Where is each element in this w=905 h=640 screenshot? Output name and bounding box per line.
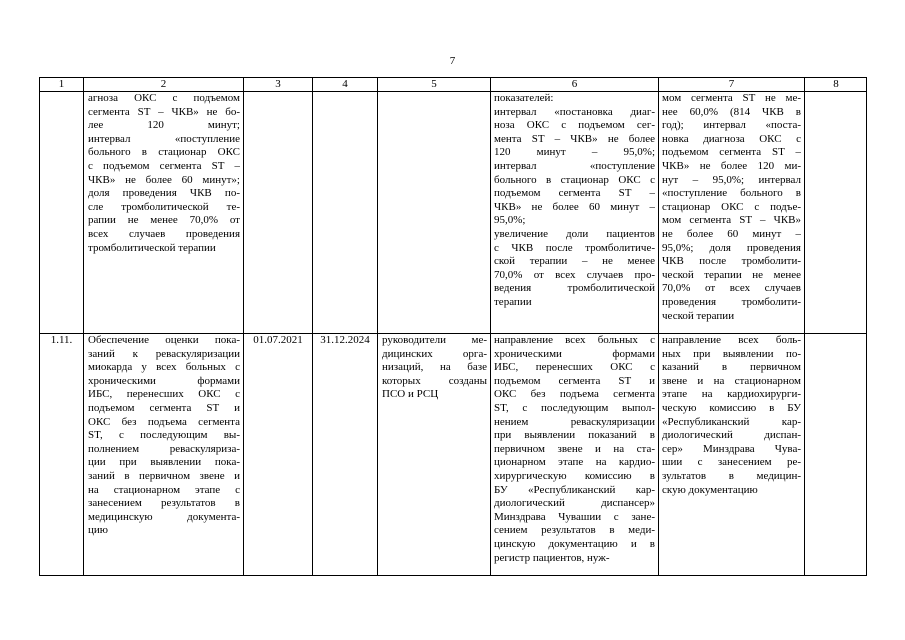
header-col-8: 8	[833, 78, 839, 90]
row-a-col2	[88, 92, 240, 255]
col-divider	[490, 77, 491, 576]
text-line: ческой терапии	[662, 309, 735, 322]
text-line: ST, с последующим выпол-	[494, 401, 655, 414]
text-line: увеличение доли пациентов	[494, 227, 655, 240]
col-divider	[804, 77, 805, 576]
text-line: год); интервал «поста-	[662, 119, 801, 132]
text-line: агноза ОКС с подъемом	[88, 92, 240, 104]
text-line: низаций, на базе	[382, 361, 487, 374]
text-line: хирургическую комиссию в	[494, 469, 655, 482]
text-line: ноза ОКС с подъемом сег-	[494, 119, 655, 132]
text-line: нут – 95,0%; интервал	[662, 173, 801, 186]
text-line: скую документацию	[662, 483, 758, 496]
row-b-end-date: 31.12.2024	[320, 334, 370, 346]
text-line: «Республиканский кар-	[662, 415, 801, 428]
text-line: не более 60 минут –	[662, 227, 801, 240]
text-line: руководители ме-	[382, 334, 487, 346]
row-b-col2	[88, 334, 240, 538]
text-line: Обеспечение оценки пока-	[88, 334, 240, 346]
header-col-6: 6	[571, 78, 578, 90]
row-a-col7	[662, 92, 801, 323]
text-line: звене и на стационарном	[662, 374, 801, 387]
text-line: сегмента ST – ЧКВ» не бо-	[88, 105, 240, 118]
col-divider	[312, 77, 313, 576]
row-b-number: 1.11.	[50, 334, 73, 346]
header-col-7: 7	[728, 78, 735, 90]
text-line: диологический диспансер»	[494, 497, 655, 510]
col-divider	[243, 77, 244, 576]
text-line: при выявлении показаний в	[494, 429, 655, 442]
text-line: 70,0% от всех случаев	[662, 282, 801, 295]
text-line: больного в стационар ОКС с	[494, 173, 655, 186]
text-line: ционарном этапе на кардио-	[494, 456, 655, 469]
text-line: диологический диспан-	[662, 429, 801, 442]
text-line: цинскую документацию и в	[494, 537, 655, 550]
text-line: казаний в первичном	[662, 361, 801, 374]
text-line: мента ST – ЧКВ» не более	[494, 132, 655, 145]
text-line: Минздрава Чувашии с зане-	[494, 510, 655, 523]
text-line: медицинскую документа-	[88, 510, 240, 523]
text-line: стационар ОКС с подъе-	[662, 200, 801, 213]
text-line: лее 120 минут;	[88, 119, 240, 132]
text-line: ST, с последующим вы-	[88, 429, 240, 442]
text-line: дицинских орга-	[382, 347, 487, 360]
text-line: рапии не менее 70,0% от	[88, 214, 240, 227]
header-col-3: 3	[275, 78, 281, 90]
text-line: шии с занесением ре-	[662, 456, 801, 469]
text-line: 120 минут – 95,0%;	[494, 146, 655, 159]
col-divider	[658, 77, 659, 576]
text-line: ской терапии – не менее	[494, 255, 655, 268]
text-line: больного в стационар ОКС	[88, 146, 240, 159]
text-line: ции при выявлении пока-	[88, 456, 240, 469]
row-a-col6	[494, 92, 655, 310]
text-line: всех случаев проведения	[88, 227, 240, 240]
text-line: показателей:	[494, 92, 554, 104]
text-line: ЧКВ» не более 60 минут –	[494, 200, 655, 213]
text-line: сле тромболитической те-	[88, 200, 240, 213]
text-line: подъемом сегмента ST –	[494, 187, 655, 200]
text-line: ческую комиссию в БУ	[662, 401, 801, 414]
header-col-2: 2	[160, 78, 167, 90]
text-line: заний в первичном звене и	[88, 469, 240, 482]
text-line: хроническими формами	[494, 347, 655, 360]
text-line: интервал «поступление	[494, 159, 655, 172]
text-line: интервал «поступление	[88, 132, 240, 145]
text-line: новка диагноза ОКС с	[662, 132, 801, 145]
text-line: подъемом сегмента ST –	[662, 146, 801, 159]
text-line: хроническими формами	[88, 374, 240, 387]
text-line: тромболитической терапии	[88, 241, 216, 254]
text-line: с ЧКВ после тромболитиче-	[494, 241, 655, 254]
text-line: миокарда у всех больных с	[88, 361, 240, 374]
text-line: первичном звене и на ста-	[494, 442, 655, 455]
text-line: проведения тромболити-	[662, 295, 801, 308]
row-b-col6	[494, 334, 655, 565]
text-line: нее 60,0% (814 ЧКВ в	[662, 105, 801, 118]
text-line: полнением реваскуляриза-	[88, 442, 240, 455]
text-line: заний к реваскуляризации	[88, 347, 240, 360]
text-line: регистр пациентов, нуж-	[494, 551, 610, 564]
plan-table	[39, 77, 867, 576]
text-line: с подъемом сегмента ST –	[88, 159, 240, 172]
text-line: ЧКВ после тромболити-	[662, 255, 801, 268]
text-line: 70,0% от всех случаев про-	[494, 268, 655, 281]
text-line: доля проведения ЧКВ по-	[88, 187, 240, 200]
header-col-5: 5	[431, 78, 437, 90]
text-line: сер» Минздрава Чува-	[662, 442, 801, 455]
text-line: ЧКВ» не более 120 ми-	[662, 159, 801, 172]
row-b-start-date: 01.07.2021	[253, 334, 303, 346]
text-line: подъемом сегмента ST и	[88, 401, 240, 414]
text-line: ческой терапии не менее	[662, 268, 801, 281]
text-line: сением результатов в меди-	[494, 524, 655, 537]
text-line: этапе на кардиохирурги-	[662, 388, 801, 401]
text-line: 95,0%;	[494, 214, 526, 227]
text-line: ПСО и РСЦ	[382, 388, 439, 401]
text-line: мом сегмента ST – ЧКВ»	[662, 214, 801, 227]
text-line: ных при выявлении по-	[662, 347, 801, 360]
text-line: интервал «постановка диаг-	[494, 105, 655, 118]
header-col-1: 1	[58, 78, 65, 90]
text-line: мом сегмента ST не ме-	[662, 92, 801, 104]
text-line: подъемом сегмента ST и	[494, 374, 655, 387]
text-line: терапии	[494, 295, 532, 308]
col-divider	[83, 77, 84, 576]
text-line: направление всех больных с	[494, 334, 655, 346]
col-divider	[377, 77, 378, 576]
text-line: зультатов в медицин-	[662, 469, 801, 482]
page-number: 7	[449, 55, 456, 67]
text-line: БУ «Республиканский кар-	[494, 483, 655, 496]
text-line: которых созданы	[382, 374, 487, 387]
text-line: ЧКВ» не более 60 минут»;	[88, 173, 240, 186]
row-b-col5	[382, 334, 487, 402]
text-line: ОКС без подъема сегмента	[494, 388, 655, 401]
text-line: ведения тромболитической	[494, 282, 655, 295]
text-line: «поступление больного в	[662, 187, 801, 200]
text-line: на стационарном этапе с	[88, 483, 240, 496]
text-line: направление всех боль-	[662, 334, 801, 346]
text-line: нением реваскуляризации	[494, 415, 655, 428]
text-line: 95,0%; доля проведения	[662, 241, 801, 254]
text-line: ИБС, перенесших ОКС с	[88, 388, 240, 401]
row-b-col7	[662, 334, 801, 497]
header-col-4: 4	[342, 78, 348, 90]
text-line: ИБС, перенесших ОКС с	[494, 361, 655, 374]
text-line: занесением результатов в	[88, 497, 240, 510]
text-line: ОКС без подъема сегмента	[88, 415, 240, 428]
text-line: цию	[88, 524, 108, 537]
